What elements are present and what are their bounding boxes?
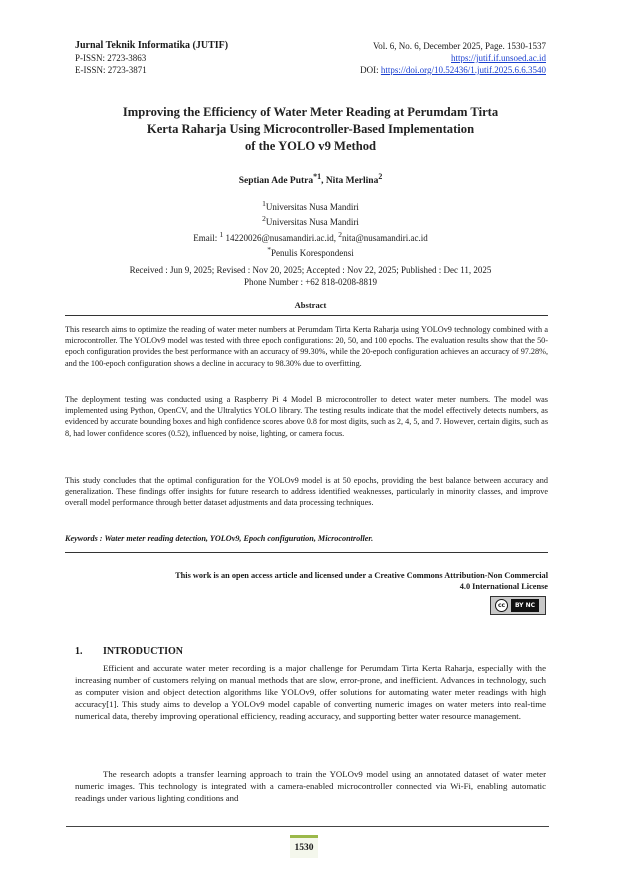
section-title: INTRODUCTION	[103, 646, 184, 657]
author-2-sup: 2	[378, 172, 383, 181]
keywords-text: Water meter reading detection, YOLOv9, Epoch configuration, Microcontroller.	[104, 534, 374, 543]
affiliation-1: Universitas Nusa Mandiri	[265, 202, 359, 212]
abstract-bottom-rule	[65, 552, 548, 553]
abstract-paragraph-2: The deployment testing was conducted using a Raspberry Pi 4 Model B microcontroller to detect water meter numbers. The model was implemented using Python, OpenCV, and the Ultralytics YOLO library. The testing results indicate that the model effectively detects numbers, as evidenced by accurate bounding boxes and high confidence scores above 0.8 for most digits, such as 2, 4, 5, and 7. However, certain digits, such as 8, had lower confidence scores (0.52), influenced by noise, lighting, or camera focus.	[65, 395, 548, 438]
corresponding-author: Penulis Korespondensi	[271, 248, 354, 259]
license-notice	[65, 570, 548, 592]
abstract-heading: Abstract	[294, 300, 327, 310]
affiliation-2: Universitas Nusa Mandiri	[265, 217, 359, 228]
cc-icon: cc	[495, 599, 508, 612]
email-line	[75, 229, 546, 244]
keywords	[65, 534, 548, 543]
abstract-top-rule	[65, 315, 548, 316]
dates-line: Received : Jun 9, 2025; Revised : Nov 20, 2025; Accepted : Nov 22, 2025; Published : Dec 11, 2025	[129, 265, 492, 275]
email-2[interactable]: nita@nusamandiri.ac.id	[342, 232, 428, 243]
page-number: 1530	[290, 838, 318, 858]
journal-header-left	[75, 40, 335, 76]
license-line-2: 4.0 International License	[459, 582, 548, 591]
affiliations	[75, 198, 546, 260]
volume-info: Vol. 6, No. 6, December 2025, Page. 1530-1537	[372, 41, 546, 51]
journal-url-link[interactable]: https://jutif.if.unsoed.ac.id	[451, 53, 546, 63]
footer-rule	[66, 826, 549, 827]
intro-paragraph-2: The research adopts a transfer learning approach to train the YOLOv9 model using an annotated dataset of water meter numeric images. This technology is integrated with a camera-enabled microcontroller connected via Wi-Fi, enabling automatic readings under various lighting conditions and	[75, 769, 546, 803]
journal-header-right	[300, 40, 546, 76]
author-separator: ,	[321, 176, 326, 187]
pissn: P-ISSN: 2723-3863	[75, 53, 147, 63]
section-number: 1.	[75, 646, 83, 657]
intro-paragraph-1: Efficient and accurate water meter recording is a major challenge for Perumdam Tirta Kerta Raharja, especially with the increasing number of customers relying on manual methods that are slow, error-prone, and inefficient. Advances in technology, such as computer vision and object detection algorithms like YOLOv9, offer solutions for automating water meter readings with high accuracy[1]. This study aims to develop a YOLOv9 model capable of converting numeric images on water meters into real-time numerical data, thereby improving operational efficiency, reading accuracy, and supporting better water resource management.	[75, 663, 546, 721]
submission-dates	[60, 264, 561, 289]
doi-link[interactable]: https://doi.org/10.52436/1.jutif.2025.6.6.3540	[380, 65, 546, 75]
license-line-1: This work is an open access article and licensed under a Creative Commons Attribution-Non Commercial	[175, 571, 548, 580]
author-2: Nita Merlina	[325, 176, 379, 187]
abstract-paragraph-1: This research aims to optimize the reading of water meter numbers at Perumdam Tirta Kerta Raharja using YOLOv9 technology combined with a microcontroller. The YOLOv9 model was tested with three epoch configurations: 20, 50, and 100 epochs. The evaluation results show that the 50-epoch configuration provides the best performance with an accuracy of 99.30%, while the 20-epoch configuration achieves an accuracy of 97.28%, and the 100-epoch configuration shows a decline in accuracy to 98.30% due to overfitting.	[65, 325, 548, 368]
aff1-sup: 1	[262, 199, 266, 208]
cc-license-badge[interactable]	[490, 596, 546, 615]
aff2-sup: 2	[262, 214, 266, 224]
author-1: Septian Ade Putra	[238, 176, 314, 187]
title-line-3: of the YOLO v9 Method	[244, 139, 377, 153]
keywords-label: Keywords :	[65, 534, 105, 543]
email1-sup: 1	[219, 229, 224, 239]
phone-line: Phone Number : +62 818-0208-8819	[243, 277, 378, 288]
corr-sup: *	[267, 245, 271, 255]
paper-title	[75, 104, 546, 155]
email2-sup: 2	[338, 229, 342, 239]
journal-name: Jurnal Teknik Informatika (JUTIF)	[75, 40, 229, 51]
doi-label: DOI:	[360, 65, 381, 75]
eissn: E-ISSN: 2723-3871	[75, 65, 147, 75]
author-list	[75, 172, 546, 186]
abstract-paragraph-3: This study concludes that the optimal configuration for the YOLOv9 model is at 50 epochs, providing the best balance between accuracy and generalization. These findings offer insights for future research to address identified weaknesses, particularly in minority classes, and improve overall model performance through better dataset adjustments and data processing techniques.	[65, 476, 548, 508]
section-heading-introduction	[75, 646, 183, 657]
title-line-2: Kerta Raharja Using Microcontroller-Based Implementation	[146, 122, 475, 136]
author-1-sup: *1	[313, 172, 322, 181]
cc-by-nc-icon: BY NC	[511, 599, 539, 612]
email-1[interactable]: 14220026@nusamandiri.ac.id,	[223, 232, 339, 243]
title-line-1: Improving the Efficiency of Water Meter Reading at Perumdam Tirta	[122, 105, 499, 119]
email-prefix: Email:	[193, 232, 220, 243]
